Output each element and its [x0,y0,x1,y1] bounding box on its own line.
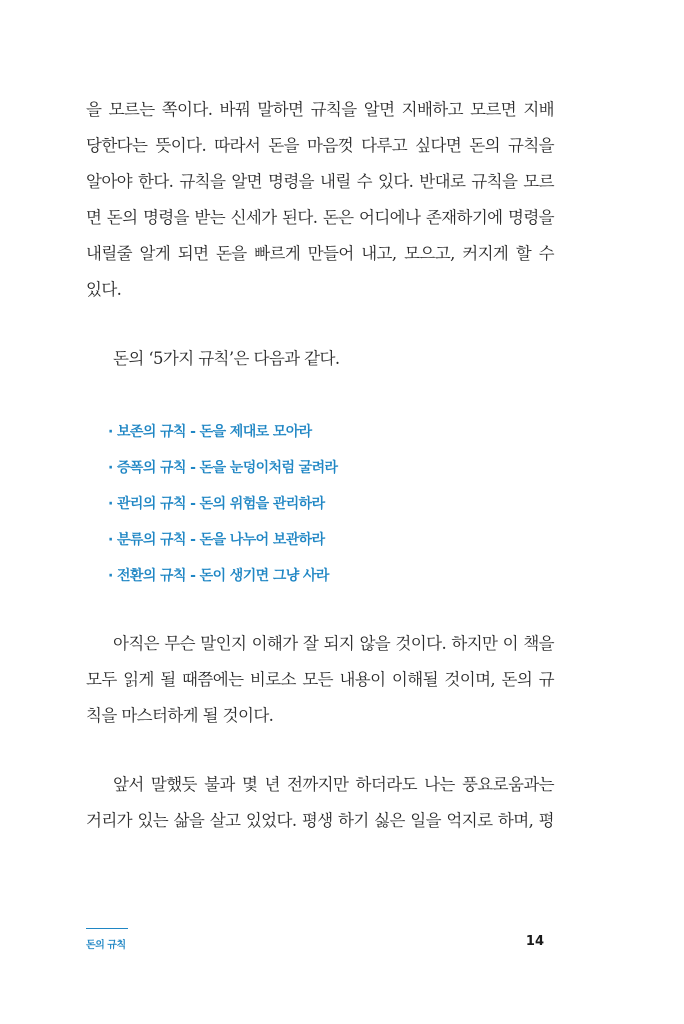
rule-item: · 분류의 규칙 - 돈을 나누어 보관하라 [108,532,325,548]
rule-item: · 증폭의 규칙 - 돈을 눈덩이처럼 굴려라 [108,460,338,476]
text-line: 모두 읽게 될 때쯤에는 비로소 모든 내용이 이해될 것이며, 돈의 규 [86,670,554,689]
text-line: 칙을 마스터하게 될 것이다. [86,706,274,725]
paragraph-3 [86,626,554,734]
rule-item: · 전환의 규칙 - 돈이 생기면 그냥 사라 [108,568,329,584]
text-line: 거리가 있는 삶을 살고 있었다. 평생 하기 싫은 일을 억지로 하며, 평 [86,811,554,830]
text-line: 당한다는 뜻이다. 따라서 돈을 마음껏 다루고 싶다면 돈의 규칙을 [86,136,554,155]
text-line: 내릴줄 알게 되면 돈을 빠르게 만들어 내고, 모으고, 커지게 할 수 [86,244,554,263]
rule-item: · 관리의 규칙 - 돈의 위험을 관리하라 [108,496,325,512]
text-line: 돈의 ‘5가지 규칙’은 다음과 같다. [113,349,340,368]
running-footer-title: 돈의 규칙 [86,940,126,951]
rule-item: · 보존의 규칙 - 돈을 제대로 모아라 [108,424,312,440]
text-line: 알아야 한다. 규칙을 알면 명령을 내릴 수 있다. 반대로 규칙을 모르 [86,172,554,191]
paragraph-4 [86,767,554,839]
text-line: 을 모르는 쪽이다. 바꿔 말하면 규칙을 알면 지배하고 모르면 지배 [86,100,554,119]
paragraph-1 [86,92,554,308]
page-body [86,92,554,839]
text-line: 있다. [86,280,122,299]
rules-list [86,414,554,594]
paragraph-2 [86,341,554,377]
page-number: 14 [525,934,544,949]
footer-divider [86,928,128,929]
text-line: 아직은 무슨 말인지 이해가 잘 되지 않을 것이다. 하지만 이 책을 [113,634,554,653]
text-line: 앞서 말했듯 불과 몇 년 전까지만 하더라도 나는 풍요로움과는 [113,775,554,794]
text-line: 면 돈의 명령을 받는 신세가 된다. 돈은 어디에나 존재하기에 명령을 [86,208,554,227]
